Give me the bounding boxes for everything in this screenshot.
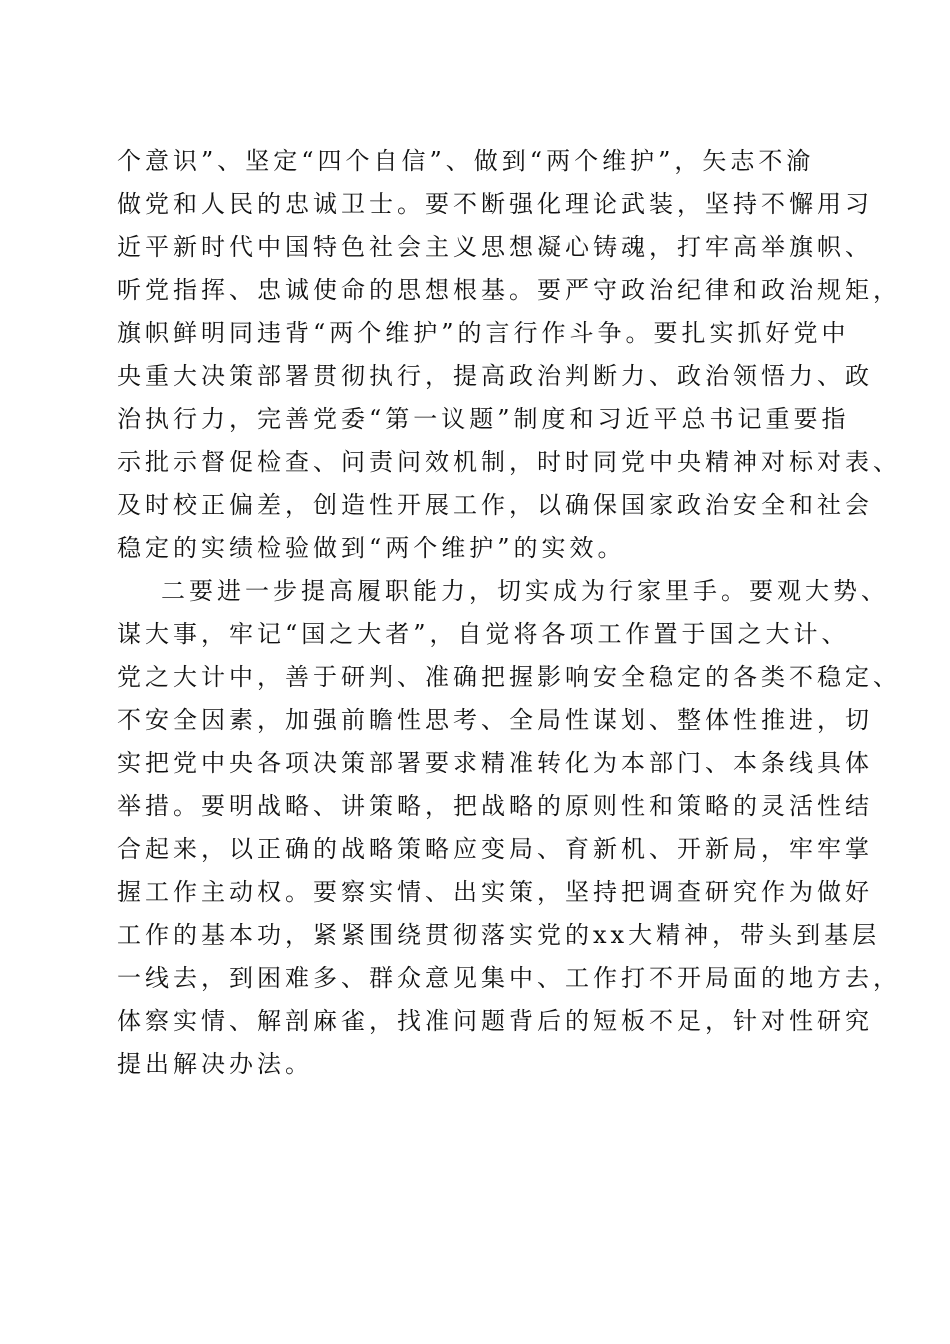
- paragraph-line: 谋大事，牢记“国之大者”，自觉将各项工作置于国之大计、: [117, 620, 850, 648]
- paragraph-line: 合起来，以正确的战略策略应变局、育新机、开新局，牢牢掌: [117, 835, 873, 863]
- paragraph-line: 听党指挥、忠诚使命的思想根基。要严守政治纪律和政治规矩，: [117, 276, 901, 304]
- paragraph-line: 治执行力，完善党委“第一议题”制度和习近平总书记重要指: [117, 405, 850, 433]
- paragraph-line: 做党和人民的忠诚卫士。要不断强化理论武装，坚持不懈用习: [117, 190, 873, 218]
- paragraph-line: 一线去，到困难多、群众意见集中、工作打不开局面的地方去，: [117, 964, 901, 992]
- paragraph-line: 示批示督促检查、问责问效机制，时时同党中央精神对标对表、: [117, 448, 901, 476]
- paragraph-line: 不安全因素，加强前瞻性思考、全局性谋划、整体性推进，切: [117, 706, 873, 734]
- paragraph-line: 工作的基本功，紧紧围绕贯彻落实党的xx大精神，带头到基层: [117, 921, 881, 949]
- paragraph-line: 体察实情、解剖麻雀，找准问题背后的短板不足，针对性研究: [117, 1007, 873, 1035]
- paragraph-line: 近平新时代中国特色社会主义思想凝心铸魂，打牢高举旗帜、: [117, 233, 873, 261]
- paragraph-line: 党之大计中，善于研判、准确把握影响安全稳定的各类不稳定、: [117, 663, 901, 691]
- paragraph-line: 稳定的实绩检验做到“两个维护”的实效。: [117, 534, 626, 562]
- paragraph-line: 举措。要明战略、讲策略，把战略的原则性和策略的灵活性结: [117, 792, 873, 820]
- paragraph-line: 握工作主动权。要察实情、出实策，坚持把调查研究作为做好: [117, 878, 873, 906]
- paragraph-line: 央重大决策部署贯彻执行，提高政治判断力、政治领悟力、政: [117, 362, 873, 390]
- paragraph-first-line: 二要进一步提高履职能力，切实成为行家里手。要观大势、: [161, 577, 889, 605]
- paragraph-line: 旗帜鲜明同违背“两个维护”的言行作斗争。要扎实抓好党中: [117, 319, 850, 347]
- paragraph-line: 实把党中央各项决策部署要求精准转化为本部门、本条线具体: [117, 749, 873, 777]
- paragraph-line: 及时校正偏差，创造性开展工作，以确保国家政治安全和社会: [117, 491, 873, 519]
- paragraph-line: 提出解决办法。: [117, 1050, 313, 1078]
- paragraph-line: 个意识”、坚定“四个自信”、做到“两个维护”，矢志不渝: [117, 147, 815, 175]
